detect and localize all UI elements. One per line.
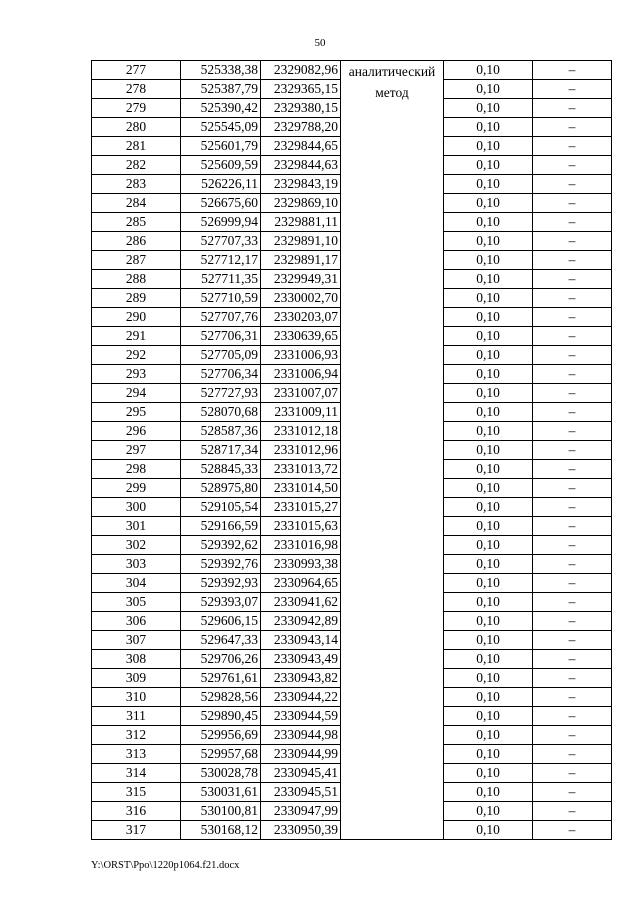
dash-cell: – bbox=[533, 593, 612, 612]
x-coordinate-cell: 529957,68 bbox=[181, 745, 261, 764]
dash-cell: – bbox=[533, 726, 612, 745]
y-coordinate-cell: 2329891,17 bbox=[261, 251, 341, 270]
accuracy-cell: 0,10 bbox=[444, 194, 533, 213]
x-coordinate-cell: 530100,81 bbox=[181, 802, 261, 821]
y-coordinate-cell: 2329844,65 bbox=[261, 137, 341, 156]
point-number-cell: 294 bbox=[92, 384, 181, 403]
table-body bbox=[92, 61, 612, 840]
dash-cell: – bbox=[533, 99, 612, 118]
point-number-cell: 316 bbox=[92, 802, 181, 821]
accuracy-cell: 0,10 bbox=[444, 232, 533, 251]
x-coordinate-cell: 529761,61 bbox=[181, 669, 261, 688]
y-coordinate-cell: 2329891,10 bbox=[261, 232, 341, 251]
x-coordinate-cell: 527707,33 bbox=[181, 232, 261, 251]
y-coordinate-cell: 2330944,22 bbox=[261, 688, 341, 707]
point-number-cell: 304 bbox=[92, 574, 181, 593]
y-coordinate-cell: 2330947,99 bbox=[261, 802, 341, 821]
y-coordinate-cell: 2329869,10 bbox=[261, 194, 341, 213]
accuracy-cell: 0,10 bbox=[444, 384, 533, 403]
point-number-cell: 309 bbox=[92, 669, 181, 688]
dash-cell: – bbox=[533, 745, 612, 764]
accuracy-cell: 0,10 bbox=[444, 308, 533, 327]
x-coordinate-cell: 529393,07 bbox=[181, 593, 261, 612]
dash-cell: – bbox=[533, 441, 612, 460]
x-coordinate-cell: 529392,76 bbox=[181, 555, 261, 574]
x-coordinate-cell: 530168,12 bbox=[181, 821, 261, 840]
x-coordinate-cell: 525390,42 bbox=[181, 99, 261, 118]
dash-cell: – bbox=[533, 251, 612, 270]
x-coordinate-cell: 527712,17 bbox=[181, 251, 261, 270]
accuracy-cell: 0,10 bbox=[444, 688, 533, 707]
point-number-cell: 300 bbox=[92, 498, 181, 517]
point-number-cell: 284 bbox=[92, 194, 181, 213]
y-coordinate-cell: 2331013,72 bbox=[261, 460, 341, 479]
point-number-cell: 305 bbox=[92, 593, 181, 612]
x-coordinate-cell: 529105,54 bbox=[181, 498, 261, 517]
point-number-cell: 278 bbox=[92, 80, 181, 99]
point-number-cell: 280 bbox=[92, 118, 181, 137]
dash-cell: – bbox=[533, 403, 612, 422]
y-coordinate-cell: 2329843,19 bbox=[261, 175, 341, 194]
accuracy-cell: 0,10 bbox=[444, 745, 533, 764]
dash-cell: – bbox=[533, 555, 612, 574]
dash-cell: – bbox=[533, 118, 612, 137]
page-number: 50 bbox=[314, 37, 326, 49]
y-coordinate-cell: 2331016,98 bbox=[261, 536, 341, 555]
y-coordinate-cell: 2331015,27 bbox=[261, 498, 341, 517]
x-coordinate-cell: 526675,60 bbox=[181, 194, 261, 213]
dash-cell: – bbox=[533, 612, 612, 631]
accuracy-cell: 0,10 bbox=[444, 156, 533, 175]
dash-cell: – bbox=[533, 536, 612, 555]
accuracy-cell: 0,10 bbox=[444, 441, 533, 460]
y-coordinate-cell: 2331006,94 bbox=[261, 365, 341, 384]
point-number-cell: 288 bbox=[92, 270, 181, 289]
x-coordinate-cell: 525545,09 bbox=[181, 118, 261, 137]
y-coordinate-cell: 2331014,50 bbox=[261, 479, 341, 498]
x-coordinate-cell: 525609,59 bbox=[181, 156, 261, 175]
x-coordinate-cell: 527705,09 bbox=[181, 346, 261, 365]
x-coordinate-cell: 527710,59 bbox=[181, 289, 261, 308]
table-row bbox=[92, 61, 612, 80]
point-number-cell: 306 bbox=[92, 612, 181, 631]
point-number-cell: 315 bbox=[92, 783, 181, 802]
accuracy-cell: 0,10 bbox=[444, 669, 533, 688]
x-coordinate-cell: 525338,38 bbox=[181, 61, 261, 80]
y-coordinate-cell: 2330944,59 bbox=[261, 707, 341, 726]
accuracy-cell: 0,10 bbox=[444, 802, 533, 821]
point-number-cell: 290 bbox=[92, 308, 181, 327]
x-coordinate-cell: 528845,33 bbox=[181, 460, 261, 479]
dash-cell: – bbox=[533, 802, 612, 821]
y-coordinate-cell: 2331012,96 bbox=[261, 441, 341, 460]
x-coordinate-cell: 528070,68 bbox=[181, 403, 261, 422]
point-number-cell: 281 bbox=[92, 137, 181, 156]
y-coordinate-cell: 2329365,15 bbox=[261, 80, 341, 99]
accuracy-cell: 0,10 bbox=[444, 821, 533, 840]
y-coordinate-cell: 2330943,82 bbox=[261, 669, 341, 688]
x-coordinate-cell: 528587,36 bbox=[181, 422, 261, 441]
y-coordinate-cell: 2331015,63 bbox=[261, 517, 341, 536]
y-coordinate-cell: 2330964,65 bbox=[261, 574, 341, 593]
dash-cell: – bbox=[533, 422, 612, 441]
y-coordinate-cell: 2330950,39 bbox=[261, 821, 341, 840]
point-number-cell: 293 bbox=[92, 365, 181, 384]
dash-cell: – bbox=[533, 574, 612, 593]
accuracy-cell: 0,10 bbox=[444, 403, 533, 422]
dash-cell: – bbox=[533, 156, 612, 175]
accuracy-cell: 0,10 bbox=[444, 61, 533, 80]
dash-cell: – bbox=[533, 821, 612, 840]
point-number-cell: 282 bbox=[92, 156, 181, 175]
accuracy-cell: 0,10 bbox=[444, 99, 533, 118]
dash-cell: – bbox=[533, 175, 612, 194]
accuracy-cell: 0,10 bbox=[444, 175, 533, 194]
x-coordinate-cell: 526226,11 bbox=[181, 175, 261, 194]
point-number-cell: 283 bbox=[92, 175, 181, 194]
dash-cell: – bbox=[533, 137, 612, 156]
x-coordinate-cell: 529706,26 bbox=[181, 650, 261, 669]
point-number-cell: 312 bbox=[92, 726, 181, 745]
x-coordinate-cell: 528717,34 bbox=[181, 441, 261, 460]
y-coordinate-cell: 2329788,20 bbox=[261, 118, 341, 137]
y-coordinate-cell: 2330203,07 bbox=[261, 308, 341, 327]
accuracy-cell: 0,10 bbox=[444, 593, 533, 612]
dash-cell: – bbox=[533, 270, 612, 289]
x-coordinate-cell: 530031,61 bbox=[181, 783, 261, 802]
point-number-cell: 291 bbox=[92, 327, 181, 346]
accuracy-cell: 0,10 bbox=[444, 327, 533, 346]
dash-cell: – bbox=[533, 707, 612, 726]
y-coordinate-cell: 2330941,62 bbox=[261, 593, 341, 612]
y-coordinate-cell: 2329949,31 bbox=[261, 270, 341, 289]
x-coordinate-cell: 525601,79 bbox=[181, 137, 261, 156]
x-coordinate-cell: 525387,79 bbox=[181, 80, 261, 99]
y-coordinate-cell: 2330993,38 bbox=[261, 555, 341, 574]
y-coordinate-cell: 2329881,11 bbox=[261, 213, 341, 232]
accuracy-cell: 0,10 bbox=[444, 251, 533, 270]
accuracy-cell: 0,10 bbox=[444, 631, 533, 650]
dash-cell: – bbox=[533, 498, 612, 517]
y-coordinate-cell: 2331009,11 bbox=[261, 403, 341, 422]
x-coordinate-cell: 527727,93 bbox=[181, 384, 261, 403]
accuracy-cell: 0,10 bbox=[444, 137, 533, 156]
x-coordinate-cell: 529392,93 bbox=[181, 574, 261, 593]
accuracy-cell: 0,10 bbox=[444, 783, 533, 802]
y-coordinate-cell: 2330944,98 bbox=[261, 726, 341, 745]
accuracy-cell: 0,10 bbox=[444, 536, 533, 555]
accuracy-cell: 0,10 bbox=[444, 479, 533, 498]
accuracy-cell: 0,10 bbox=[444, 346, 533, 365]
y-coordinate-cell: 2331007,07 bbox=[261, 384, 341, 403]
point-number-cell: 301 bbox=[92, 517, 181, 536]
point-number-cell: 289 bbox=[92, 289, 181, 308]
accuracy-cell: 0,10 bbox=[444, 118, 533, 137]
accuracy-cell: 0,10 bbox=[444, 80, 533, 99]
y-coordinate-cell: 2330002,70 bbox=[261, 289, 341, 308]
dash-cell: – bbox=[533, 365, 612, 384]
x-coordinate-cell: 529166,59 bbox=[181, 517, 261, 536]
point-number-cell: 279 bbox=[92, 99, 181, 118]
point-number-cell: 310 bbox=[92, 688, 181, 707]
accuracy-cell: 0,10 bbox=[444, 707, 533, 726]
x-coordinate-cell: 527706,31 bbox=[181, 327, 261, 346]
accuracy-cell: 0,10 bbox=[444, 422, 533, 441]
x-coordinate-cell: 527707,76 bbox=[181, 308, 261, 327]
y-coordinate-cell: 2330943,14 bbox=[261, 631, 341, 650]
y-coordinate-cell: 2331012,18 bbox=[261, 422, 341, 441]
dash-cell: – bbox=[533, 688, 612, 707]
point-number-cell: 307 bbox=[92, 631, 181, 650]
dash-cell: – bbox=[533, 669, 612, 688]
dash-cell: – bbox=[533, 61, 612, 80]
accuracy-cell: 0,10 bbox=[444, 365, 533, 384]
x-coordinate-cell: 529606,15 bbox=[181, 612, 261, 631]
point-number-cell: 311 bbox=[92, 707, 181, 726]
x-coordinate-cell: 529956,69 bbox=[181, 726, 261, 745]
y-coordinate-cell: 2330945,41 bbox=[261, 764, 341, 783]
dash-cell: – bbox=[533, 460, 612, 479]
point-number-cell: 295 bbox=[92, 403, 181, 422]
dash-cell: – bbox=[533, 327, 612, 346]
x-coordinate-cell: 529828,56 bbox=[181, 688, 261, 707]
accuracy-cell: 0,10 bbox=[444, 498, 533, 517]
accuracy-cell: 0,10 bbox=[444, 574, 533, 593]
dash-cell: – bbox=[533, 80, 612, 99]
accuracy-cell: 0,10 bbox=[444, 213, 533, 232]
footer-file-path: Y:\ORST\Ppo\1220p1064.f21.docx bbox=[91, 860, 240, 871]
accuracy-cell: 0,10 bbox=[444, 764, 533, 783]
x-coordinate-cell: 527706,34 bbox=[181, 365, 261, 384]
method-cell: аналитический метод bbox=[341, 61, 444, 840]
accuracy-cell: 0,10 bbox=[444, 289, 533, 308]
accuracy-cell: 0,10 bbox=[444, 517, 533, 536]
y-coordinate-cell: 2330942,89 bbox=[261, 612, 341, 631]
accuracy-cell: 0,10 bbox=[444, 650, 533, 669]
point-number-cell: 308 bbox=[92, 650, 181, 669]
point-number-cell: 313 bbox=[92, 745, 181, 764]
x-coordinate-cell: 529392,62 bbox=[181, 536, 261, 555]
point-number-cell: 317 bbox=[92, 821, 181, 840]
y-coordinate-cell: 2330944,99 bbox=[261, 745, 341, 764]
point-number-cell: 299 bbox=[92, 479, 181, 498]
point-number-cell: 277 bbox=[92, 61, 181, 80]
x-coordinate-cell: 530028,78 bbox=[181, 764, 261, 783]
dash-cell: – bbox=[533, 517, 612, 536]
y-coordinate-cell: 2330945,51 bbox=[261, 783, 341, 802]
point-number-cell: 314 bbox=[92, 764, 181, 783]
dash-cell: – bbox=[533, 764, 612, 783]
dash-cell: – bbox=[533, 783, 612, 802]
accuracy-cell: 0,10 bbox=[444, 460, 533, 479]
x-coordinate-cell: 529890,45 bbox=[181, 707, 261, 726]
dash-cell: – bbox=[533, 346, 612, 365]
dash-cell: – bbox=[533, 384, 612, 403]
dash-cell: – bbox=[533, 194, 612, 213]
point-number-cell: 296 bbox=[92, 422, 181, 441]
point-number-cell: 297 bbox=[92, 441, 181, 460]
y-coordinate-cell: 2329082,96 bbox=[261, 61, 341, 80]
point-number-cell: 298 bbox=[92, 460, 181, 479]
y-coordinate-cell: 2329380,15 bbox=[261, 99, 341, 118]
coordinates-table bbox=[91, 60, 612, 840]
dash-cell: – bbox=[533, 631, 612, 650]
x-coordinate-cell: 527711,35 bbox=[181, 270, 261, 289]
y-coordinate-cell: 2330943,49 bbox=[261, 650, 341, 669]
point-number-cell: 302 bbox=[92, 536, 181, 555]
point-number-cell: 292 bbox=[92, 346, 181, 365]
dash-cell: – bbox=[533, 479, 612, 498]
accuracy-cell: 0,10 bbox=[444, 612, 533, 631]
x-coordinate-cell: 528975,80 bbox=[181, 479, 261, 498]
dash-cell: – bbox=[533, 308, 612, 327]
y-coordinate-cell: 2330639,65 bbox=[261, 327, 341, 346]
accuracy-cell: 0,10 bbox=[444, 555, 533, 574]
point-number-cell: 287 bbox=[92, 251, 181, 270]
dash-cell: – bbox=[533, 289, 612, 308]
accuracy-cell: 0,10 bbox=[444, 726, 533, 745]
point-number-cell: 303 bbox=[92, 555, 181, 574]
x-coordinate-cell: 526999,94 bbox=[181, 213, 261, 232]
accuracy-cell: 0,10 bbox=[444, 270, 533, 289]
y-coordinate-cell: 2331006,93 bbox=[261, 346, 341, 365]
dash-cell: – bbox=[533, 232, 612, 251]
dash-cell: – bbox=[533, 213, 612, 232]
point-number-cell: 285 bbox=[92, 213, 181, 232]
dash-cell: – bbox=[533, 650, 612, 669]
x-coordinate-cell: 529647,33 bbox=[181, 631, 261, 650]
y-coordinate-cell: 2329844,63 bbox=[261, 156, 341, 175]
point-number-cell: 286 bbox=[92, 232, 181, 251]
